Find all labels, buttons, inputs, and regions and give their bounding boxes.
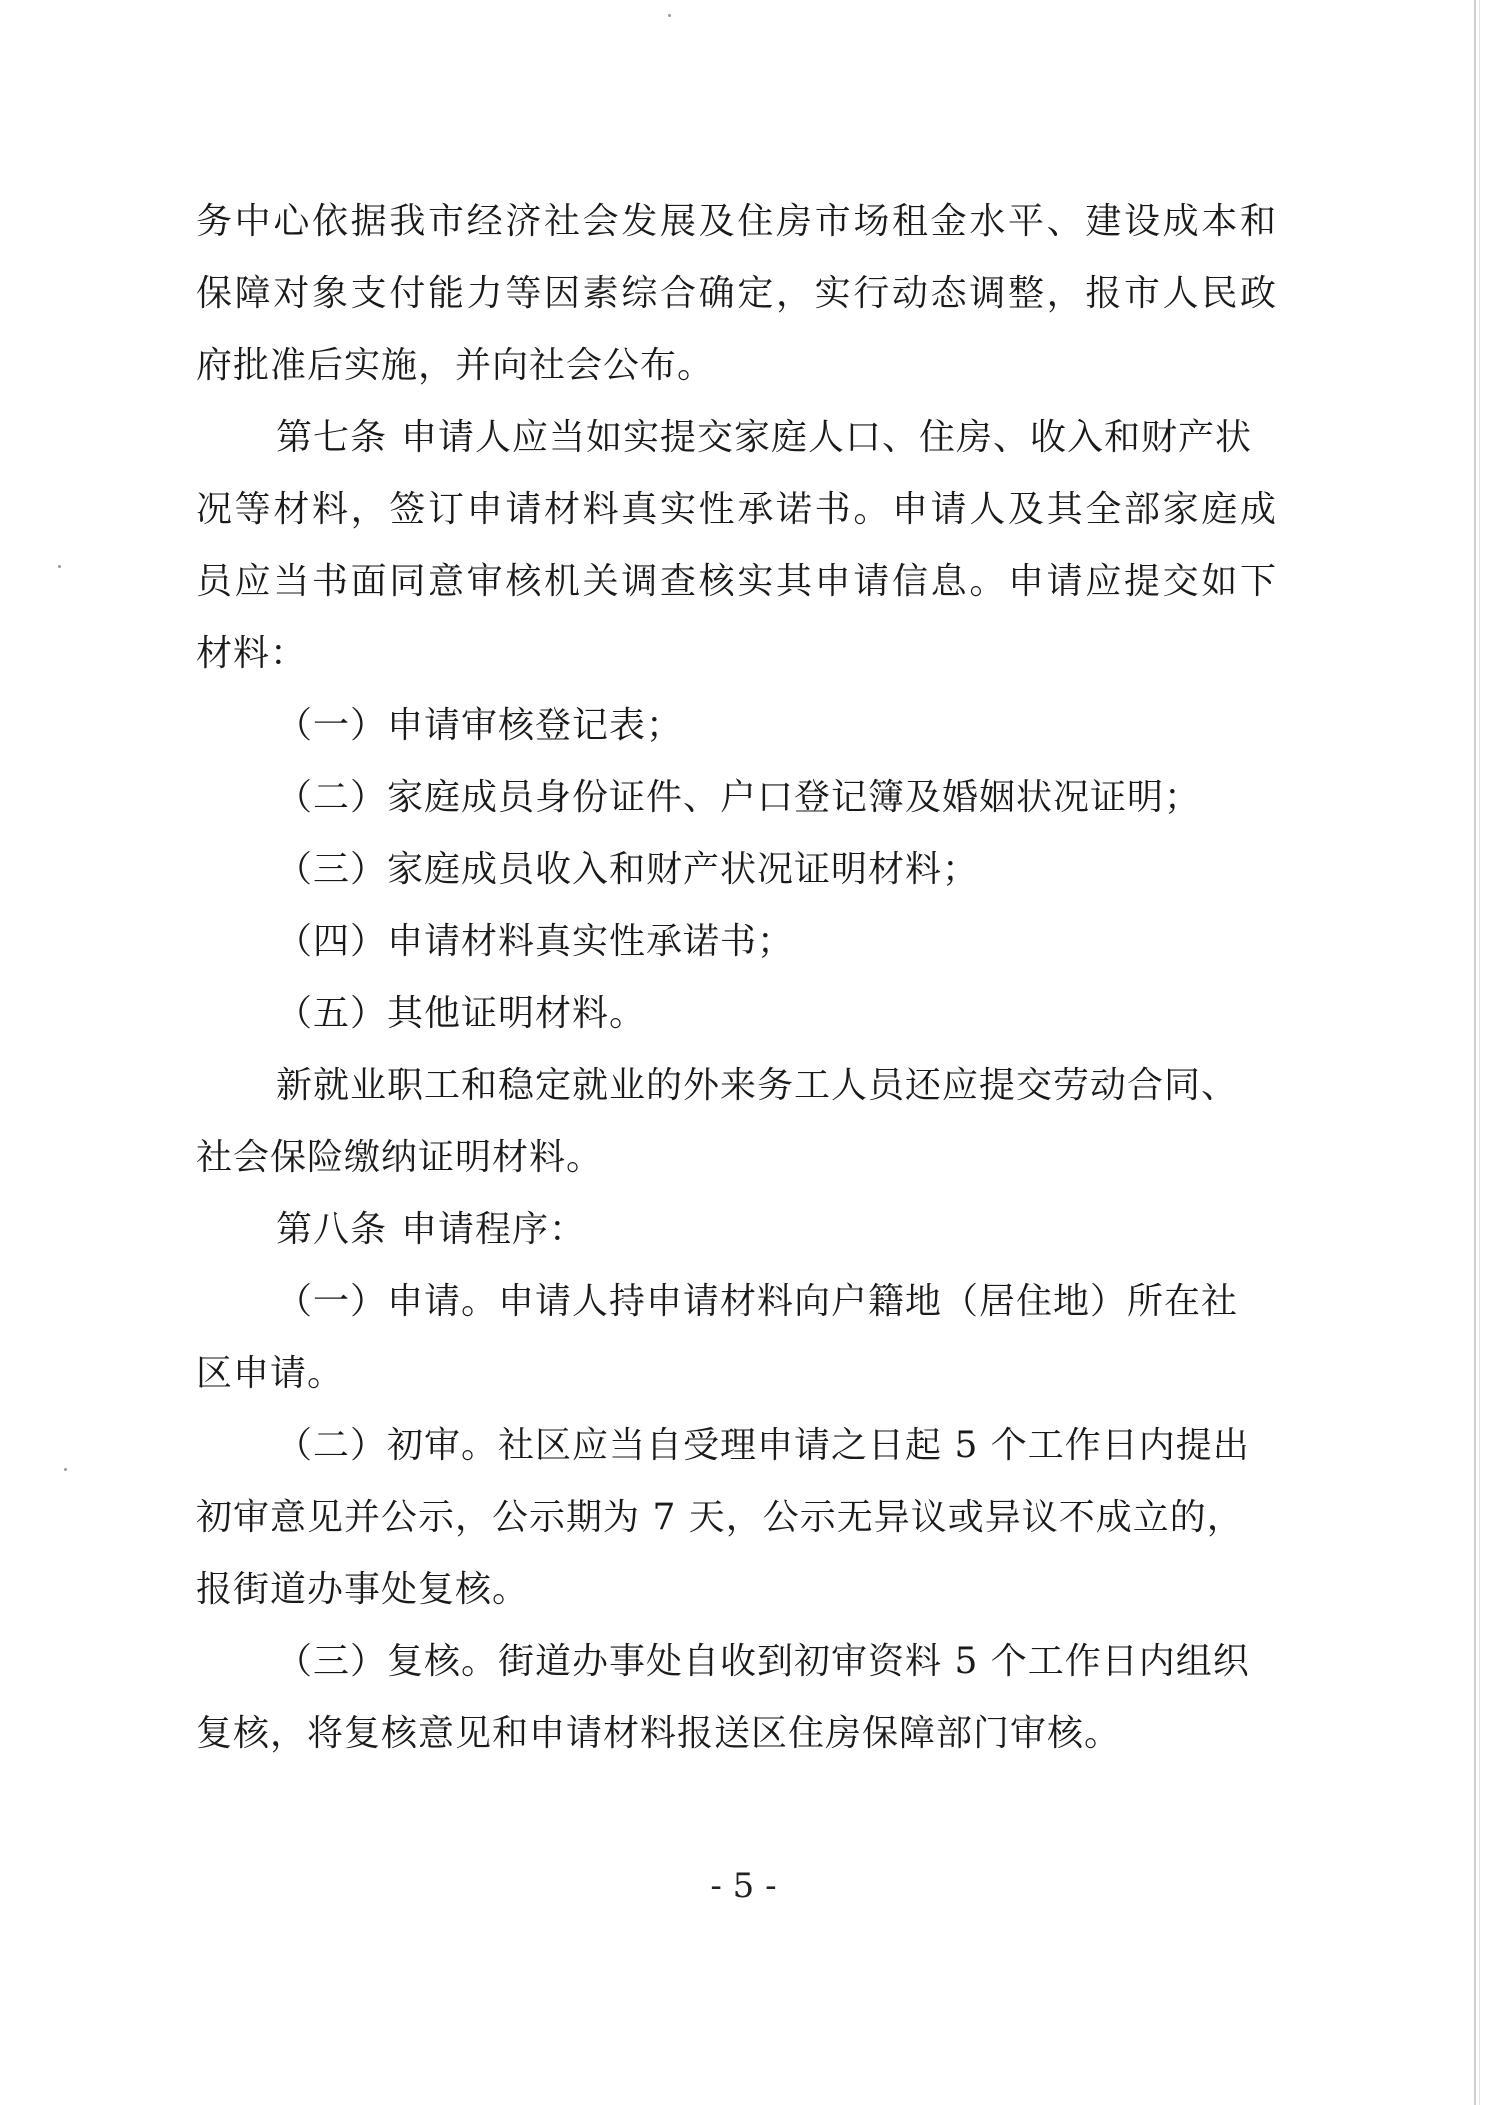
article-7-text: 申请人应当如实提交家庭人口、住房、收入和财产状 [401,417,1253,458]
scan-edge-line [1474,0,1476,2105]
paragraph-line: 报街道办事处复核。 [196,1569,530,1610]
scan-speck [668,14,671,17]
paragraph-line: 府批准后实施，并向社会公布。 [196,345,715,386]
paragraph-line: 材料： [196,633,308,674]
body-text [196,186,1276,1770]
list-item: （五）其他证明材料。 [276,993,647,1034]
article-8-text: 申请程序： [401,1209,587,1250]
paragraph-line: 社会保险缴纳证明材料。 [196,1137,604,1178]
scan-speck [64,1468,67,1471]
paragraph-line: 务中心依据我市经济社会发展及住房市场租金水平、建设成本和 [196,201,1276,242]
paragraph-line: 新就业职工和稳定就业的外来务工人员还应提交劳动合同、 [276,1065,1239,1106]
paragraph-line: 初审意见并公示，公示期为 7 天，公示无异议或异议不成立的， [196,1497,1244,1538]
paragraph-line: 况等材料，签订申请材料真实性承诺书。申请人及其全部家庭成 [196,489,1276,530]
list-item: （二）初审。社区应当自受理申请之日起 5 个工作日内提出 [276,1425,1250,1466]
article-8-label: 第八条 [276,1209,388,1250]
scan-edge-line [1479,0,1480,2105]
list-item: （三）家庭成员收入和财产状况证明材料； [276,849,980,890]
article-8-line [196,1194,1276,1266]
paragraph-line: 员应当书面同意审核机关调查核实其申请信息。申请应提交如下 [196,561,1276,602]
list-item: （一）申请。申请人持申请材料向户籍地（居住地）所在社 [276,1281,1239,1322]
page-number: - 5 - [710,1866,777,1906]
list-item: （一）申请审核登记表； [276,705,684,746]
article-7-line [196,402,1276,474]
paragraph-line: 复核，将复核意见和申请材料报送区住房保障部门审核。 [196,1713,1122,1754]
paragraph-line: 区申请。 [196,1353,345,1394]
article-7-label: 第七条 [276,417,388,458]
list-item: （四）申请材料真实性承诺书； [276,921,795,962]
list-item: （二）家庭成员身份证件、户口登记簿及婚姻状况证明； [276,777,1202,818]
list-item: （三）复核。街道办事处自收到初审资料 5 个工作日内组织 [276,1641,1250,1682]
paragraph-line: 保障对象支付能力等因素综合确定，实行动态调整，报市人民政 [196,273,1276,314]
scan-speck [58,565,61,568]
